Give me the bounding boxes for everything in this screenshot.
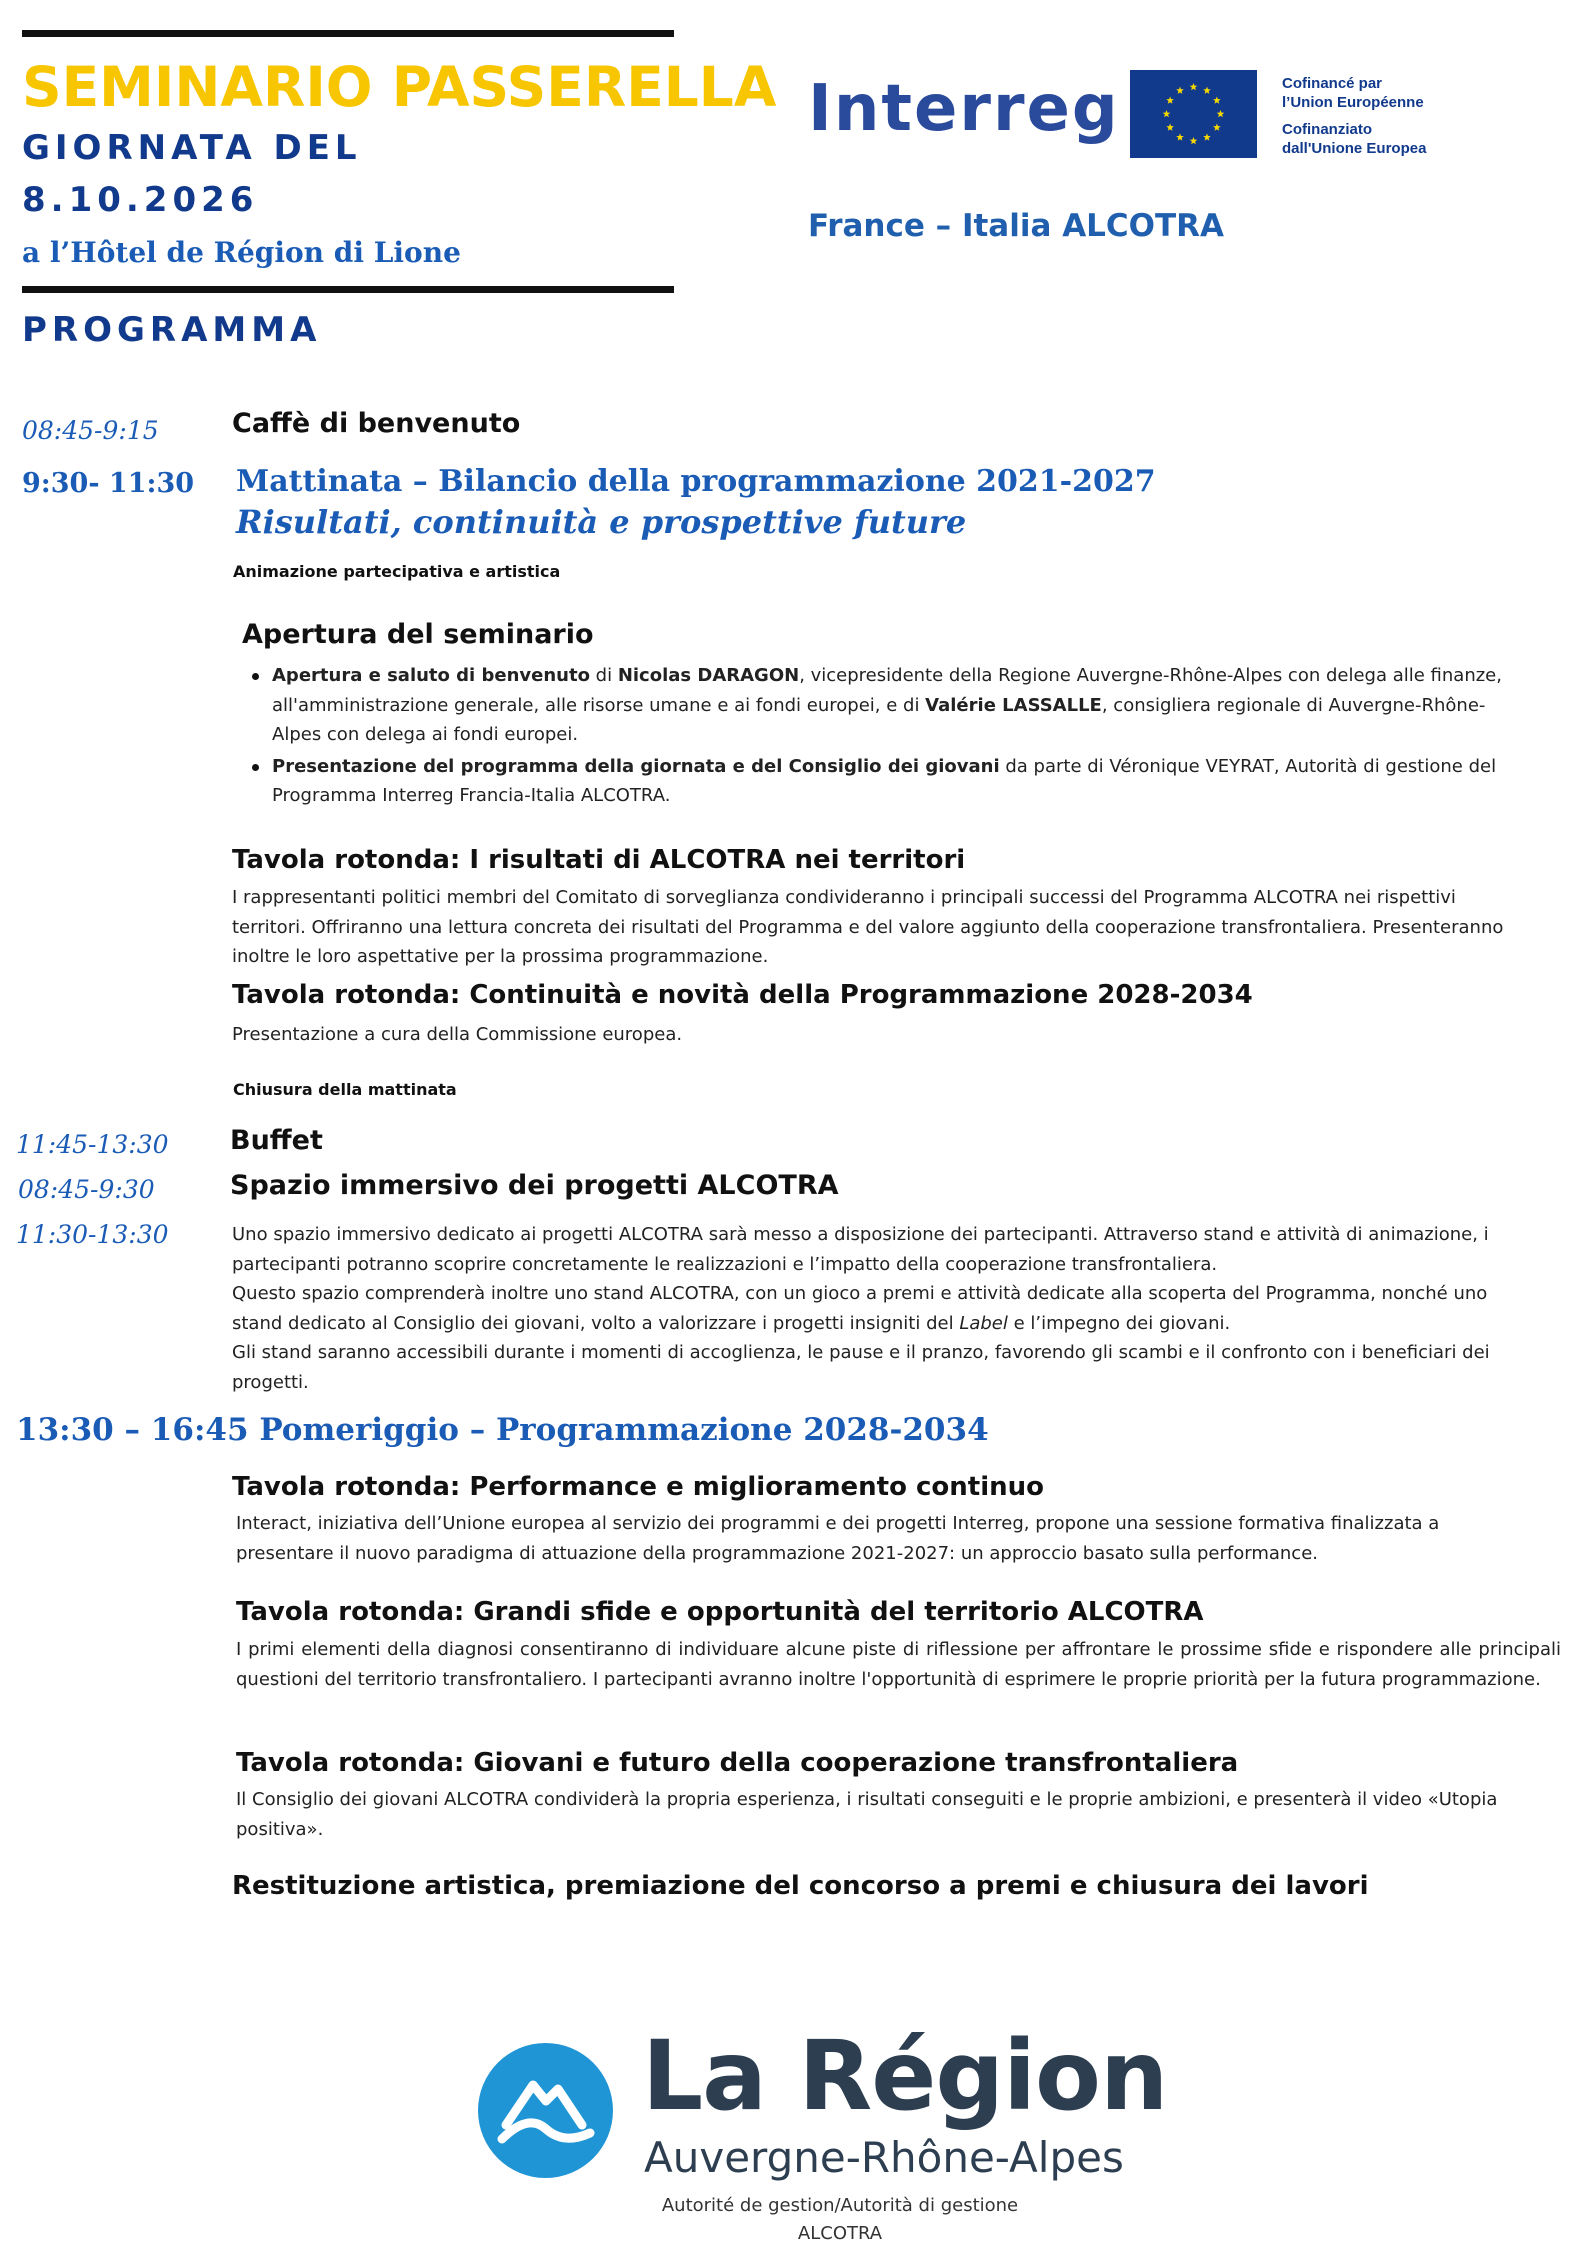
region-brand: La Région — [642, 2020, 1168, 2132]
region-name: Auvergne-Rhône-Alpes — [644, 2133, 1124, 2182]
immersive-text — [232, 1220, 1532, 1397]
bullet-welcome: Apertura e saluto di benvenuto di Nicolas DARAGON, vicepresidente della Regione Auvergne-Rhône-Alpes con delega alle finanze, all'amministrazione generale, alle risorse umane e ai fondi europei, e di Valérie LASSALLE, consigliera regionale di Auvergne-Rhône-Alpes con delega ai fondi europei. — [248, 661, 1516, 750]
eu-it-line-2: dall'Unione Europea — [1282, 140, 1427, 157]
roundtable-3-title: Tavola rotonda: Performance e miglioramento continuo — [232, 1472, 1045, 1502]
document-title: SEMINARIO PASSERELLA — [22, 55, 777, 119]
venue: a l’Hôtel de Région di Lione — [22, 236, 461, 269]
afternoon-heading: 13:30 – 16:45 Pomeriggio – Programmazione 2028-2034 — [16, 1412, 989, 1448]
bullet-dot-icon — [252, 764, 259, 771]
time-immersive-1: 08:45-9:30 — [18, 1175, 155, 1204]
roundtable-1-text: I rappresentanti politici membri del Comitato di sorveglianza condivideranno i principali successi del Programma ALCOTRA nei rispettivi territori. Offriranno una lettura concreta dei risultati del Programma e del valore aggiunto della cooperazione transfrontaliera. Presenteranno inoltre le loro aspettative per la prossima programmazione. — [232, 887, 1504, 967]
program-name: France – Italia ALCOTRA — [808, 208, 1225, 244]
roundtable-4-title: Tavola rotonda: Grandi sfide e opportunità del territorio ALCOTRA — [236, 1597, 1204, 1627]
eu-fr-line-1: Cofinancé par — [1282, 75, 1383, 92]
authority-line: Autorité de gestion/Autorità di gestione — [661, 2195, 1019, 2216]
eu-flag-icon — [1130, 70, 1257, 158]
welcome-coffee: Caffè di benvenuto — [232, 408, 521, 439]
eu-cofinanziato-it — [1282, 120, 1426, 158]
roundtable-2-title: Tavola rotonda: Continuità e novità della Programmazione 2028-2034 — [232, 980, 1253, 1010]
bottom-rule — [22, 286, 674, 293]
opening-title: Apertura del seminario — [242, 619, 594, 650]
roundtable-5-text: Il Consiglio dei giovani ALCOTRA condividerà la propria esperienza, i risultati conseguiti e le proprie ambizioni, e presenterà il video «Utopia positiva». — [236, 1789, 1498, 1840]
time-buffet: 11:45-13:30 — [16, 1130, 169, 1159]
authority-alcotra: ALCOTRA — [797, 2223, 883, 2244]
mountain-icon — [478, 2043, 613, 2178]
interreg-logo: Interreg — [808, 72, 1120, 146]
roundtable-2-text: Presentazione a cura della Commissione europea. — [232, 1024, 683, 1045]
buffet: Buffet — [230, 1125, 323, 1156]
roundtable-5-title: Tavola rotonda: Giovani e futuro della cooperazione transfrontaliera — [236, 1748, 1239, 1778]
immersive-p2: Questo spazio comprenderà inoltre uno stand ALCOTRA, con un gioco a premi e attività dedicate alla scoperta del Programma, nonché uno stand dedicato al Consiglio dei giovani, volto a valorizzare i progetti insigniti del Label e l’impegno dei giovani. — [232, 1283, 1488, 1334]
bullet-dot-icon — [252, 673, 259, 680]
eu-cofinance-fr — [1282, 74, 1424, 112]
eu-it-line-1: Cofinanziato — [1282, 121, 1372, 138]
immersive-p1: Uno spazio immersivo dedicato ai progetti ALCOTRA sarà messo a disposizione dei partecipanti. Attraverso stand e attività di animazione, i partecipanti potranno scoprire concretamente le realizzazioni e l’impatto della cooperazione transfrontaliera. — [232, 1224, 1489, 1275]
top-rule — [22, 30, 674, 37]
region-logo-icon — [478, 2043, 613, 2178]
time-immersive-2: 11:30-13:30 — [16, 1220, 169, 1249]
roundtable-4-text: I primi elementi della diagnosi consentiranno di individuare alcune piste di riflessione per affrontare le prossime sfide e rispondere alle principali questioni del territorio transfrontaliero. I partecipanti avranno inoltre l'opportunità di esprimere le proprie priorità per la futura programmazione. — [236, 1639, 1561, 1690]
morning-title: Mattinata – Bilancio della programmazione 2021-2027 — [236, 464, 1156, 499]
date-line-2: 8.10.2026 — [22, 180, 259, 220]
roundtable-3-text: Interact, iniziativa dell’Unione europea al servizio dei programmi e dei progetti Interreg, propone una sessione formativa finalizzata a presentare il nuovo paradigma di attuazione della programmazione 2021-2027: un approccio basato sulla performance. — [236, 1513, 1440, 1564]
time-morning: 9:30- 11:30 — [22, 468, 195, 499]
immersive-p3: Gli stand saranno accessibili durante i momenti di accoglienza, le pause e il pranzo, favorendo gli scambi e il confronto con i beneficiari dei progetti. — [232, 1342, 1490, 1393]
time-welcome: 08:45-9:15 — [22, 416, 159, 445]
closing-morning: Chiusura della mattinata — [233, 1080, 457, 1099]
morning-note: Animazione partecipativa e artistica — [233, 562, 561, 581]
eu-stars — [1130, 70, 1257, 158]
opening-bullets — [248, 661, 1516, 813]
roundtable-1-title: Tavola rotonda: I risultati di ALCOTRA nei territori — [232, 845, 966, 875]
eu-fr-line-2: l’Union Européenne — [1282, 94, 1424, 111]
date-line-1: GIORNATA DEL — [22, 128, 362, 168]
final-session: Restituzione artistica, premiazione del concorso a premi e chiusura dei lavori — [232, 1871, 1369, 1901]
programma-heading: PROGRAMMA — [22, 310, 322, 350]
bullet-presentation: Presentazione del programma della giornata e del Consiglio dei giovani da parte di Véronique VEYRAT, Autorità di gestione del Programma Interreg Francia-Italia ALCOTRA. — [248, 752, 1516, 811]
morning-subtitle: Risultati, continuità e prospettive future — [236, 503, 967, 541]
immersive-title: Spazio immersivo dei progetti ALCOTRA — [230, 1170, 839, 1201]
